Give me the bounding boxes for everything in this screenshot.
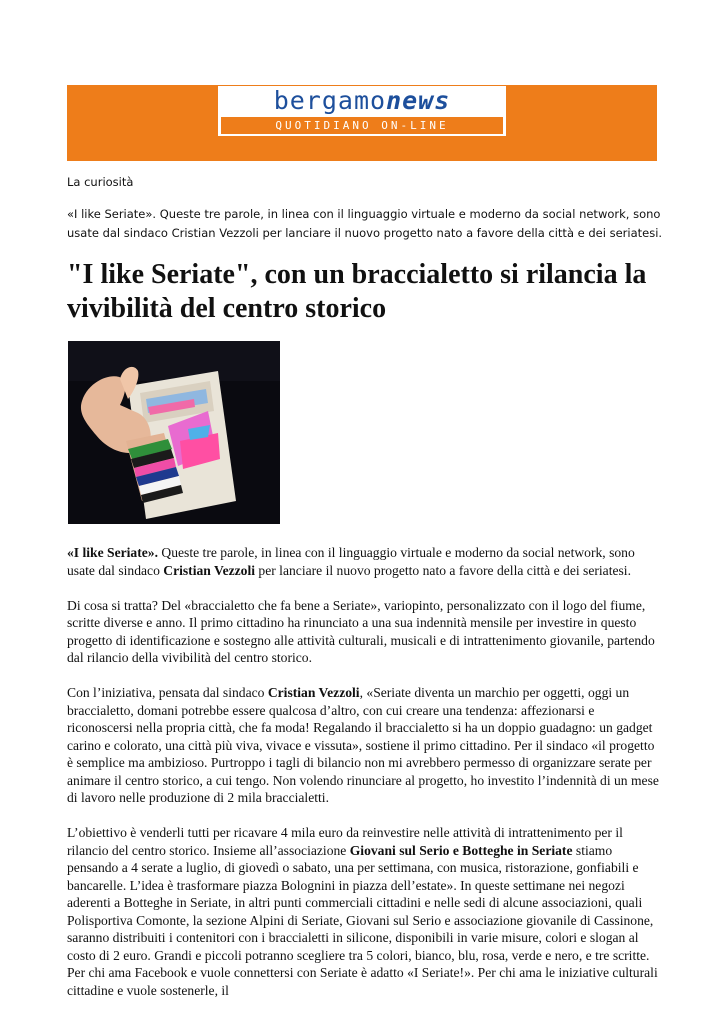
logo-wordmark: [218, 86, 506, 115]
text-span: , «Seriate diventa un marchio per oggetti, oggi un braccialetto, domani potrebbe essere qualcosa d’altro, con cui creare una tendenza: affezionarsi e riconoscersi nella propria città, che fa moda! Regalando il braccialetto si ha un doppio guadagno: un gadget carino e colorato, una città più viva, vivace e vissuta», sostiene il primo cittadino. Per il sindaco «il progetto è semplice ma ambizioso. Purtroppo i tagli di bilancio non mi avrebbero permesso di organizzare serate per animare il centro storico, a cui tengo. Non volendo rinunciare al progetto, ho investito l’indennità di un mese di lavoro nelle produzione di 2 mila braccialetti.: [67, 685, 659, 805]
text-span: Queste tre parole, in linea con il linguaggio virtuale e moderno da social network, sono usate dal sindaco: [67, 545, 635, 578]
text-span: L’obiettivo è venderli tutti per ricavare 4 mila euro da reinvestire nelle attività di intrattenimento per il rilancio del centro storico. Insieme all’associazione: [67, 825, 623, 858]
article-title: "I like Seriate", con un braccialetto si rilancia la vivibilità del centro storico: [67, 259, 647, 324]
text-span: per lanciare il nuovo progetto nato a favore della città e dei seriatesi.: [255, 562, 631, 578]
mayor-name: Cristian Vezzoli: [267, 685, 360, 700]
body-paragraph: [67, 544, 661, 579]
category-label: La curiosità: [67, 175, 134, 189]
article-body: [67, 544, 661, 1017]
mayor-name: Cristian Vezzoli: [163, 562, 256, 578]
body-paragraph: [67, 824, 661, 999]
logo-word-news: news: [386, 86, 451, 115]
logo-word-bergamo: bergamo: [273, 86, 387, 115]
article-intro: «I like Seriate». Queste tre parole, in linea con il linguaggio virtuale e moderno da social network, sono usate dal sindaco Cristian Vezzoli per lanciare il nuovo progetto nato a favore della città e dei seriatesi.: [67, 207, 663, 240]
article-photo: [68, 341, 280, 524]
association-name: Giovani sul Serio e Botteghe in Seriate: [349, 842, 573, 858]
hand-with-bracelets-image: [68, 341, 280, 524]
logo-tagline: QUOTIDIANO ON-LINE: [221, 117, 503, 134]
body-paragraph: Di cosa si tratta? Del «braccialetto che fa bene a Seriate», variopinto, personalizzato con il logo del fiume, scritte diverse e anno. Il primo cittadino ha rinunciato a una sua indennità mensile per investire in questo progetto di identificazione e sostegno alle attività culturali, musicali e di intrattenimento giovanile, partendo dal rilancio della vivibilità del centro storico.: [67, 597, 655, 665]
body-paragraph: [67, 684, 661, 807]
lead-phrase: «I like Seriate».: [67, 545, 158, 560]
bergamonews-logo[interactable]: [218, 86, 506, 136]
text-span: Con l’iniziativa, pensata dal sindaco: [67, 685, 268, 700]
text-span: stiamo pensando a 4 serate a luglio, di giovedì o sabato, una per settimana, con musica, ristorazione, gonfiabili e bancarelle. L’idea è trasformare piazza Bolognini in piazza dell’estate». In queste settimane nei negozi aderenti a Botteghe in Seriate, in altri punti commerciali cittadini e nelle sedi di alcune associazioni, quali Polisportiva Comonte, la sezione Alpini di Seriate, Giovani sul Serio e associazione giovanile di Cassinone, saranno distribuiti i contenitori con i braccialetti in silicone, disponibili in varie misure, colori e slogan al costo di 2 euro. Grandi e piccoli potranno scegliere tra 5 colori, bianco, blu, rosa, verde e nero, e tre scritte. Per chi ama Facebook e vuole connettersi con Seriate è adatto «I Seriate!». Per chi ama le iniziative culturali cittadine e vuole sostenerle, il: [67, 842, 658, 998]
